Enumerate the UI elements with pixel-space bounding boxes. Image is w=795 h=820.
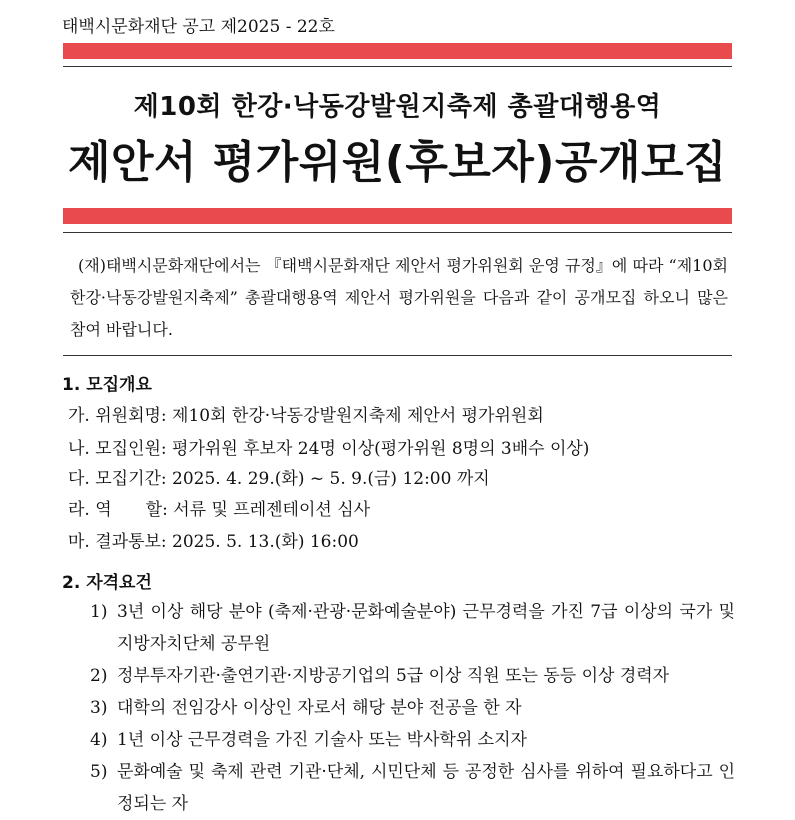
qualification-item — [90, 692, 735, 724]
intro-paragraph — [70, 250, 728, 346]
item-text: 3년 이상 해당 분야 (축제·관광·문화예술분야) 근무경력을 가진 7급 이상의 국가 및 지방자치단체 공무원 — [117, 602, 735, 654]
top-red-bar — [63, 43, 732, 59]
qualification-item — [90, 660, 735, 692]
page-title: 제안서 평가위원(후보자)공개모집 — [67, 137, 728, 188]
overview-item: 다. 모집기간: 2025. 4. 29.(화) ~ 5. 9.(금) 12:00 까지 — [68, 469, 490, 489]
overview-item: 라. 역 할: 서류 및 프레젠테이션 심사 — [68, 500, 371, 520]
divider — [63, 355, 732, 356]
item-number: 4) — [90, 730, 108, 750]
section-heading-overview: 1. 모집개요 — [62, 375, 152, 395]
item-text: 대학의 전임강사 이상인 자로서 해당 분야 전공을 한 자 — [117, 698, 522, 718]
qualification-item — [90, 596, 735, 660]
qualification-item — [90, 756, 735, 820]
section-heading-qualifications: 2. 자격요건 — [62, 573, 152, 593]
item-number: 5) — [90, 762, 108, 782]
notice-number: 태백시문화재단 공고 제2025 - 22호 — [62, 17, 335, 37]
divider — [63, 232, 732, 233]
item-text: 정부투자기관·출연기관·지방공기업의 5급 이상 직원 또는 동등 이상 경력자 — [117, 666, 670, 686]
intro-text: (재)태백시문화재단에서는 『태백시문화재단 제안서 평가위원회 운영 규정』에 따라 “제10회 한강·낙동강발원지축제” 총괄대행용역 제안서 평가위원을 다음과 같이 공개모집 하오니 많은 참여 바랍니다. — [70, 256, 728, 339]
qualification-item — [90, 724, 735, 756]
overview-item: 나. 모집인원: 평가위원 후보자 24명 이상(평가위원 8명의 3배수 이상) — [68, 439, 590, 459]
overview-item: 가. 위원회명: 제10회 한강·낙동강발원지축제 제안서 평가위원회 — [68, 406, 544, 426]
overview-item: 마. 결과통보: 2025. 5. 13.(화) 16:00 — [68, 532, 359, 552]
item-text: 1년 이상 근무경력을 가진 기술사 또는 박사학위 소지자 — [117, 730, 527, 750]
item-number: 1) — [90, 602, 108, 622]
item-text: 문화예술 및 축제 관련 기관·단체, 시민단체 등 공정한 심사를 위하여 필요하다고 인정되는 자 — [117, 762, 735, 814]
bottom-red-bar — [63, 208, 732, 224]
item-number: 3) — [90, 698, 108, 718]
title-subline: 제10회 한강·낙동강발원지축제 총괄대행용역 — [133, 92, 662, 122]
divider — [63, 66, 732, 67]
item-number: 2) — [90, 666, 108, 686]
